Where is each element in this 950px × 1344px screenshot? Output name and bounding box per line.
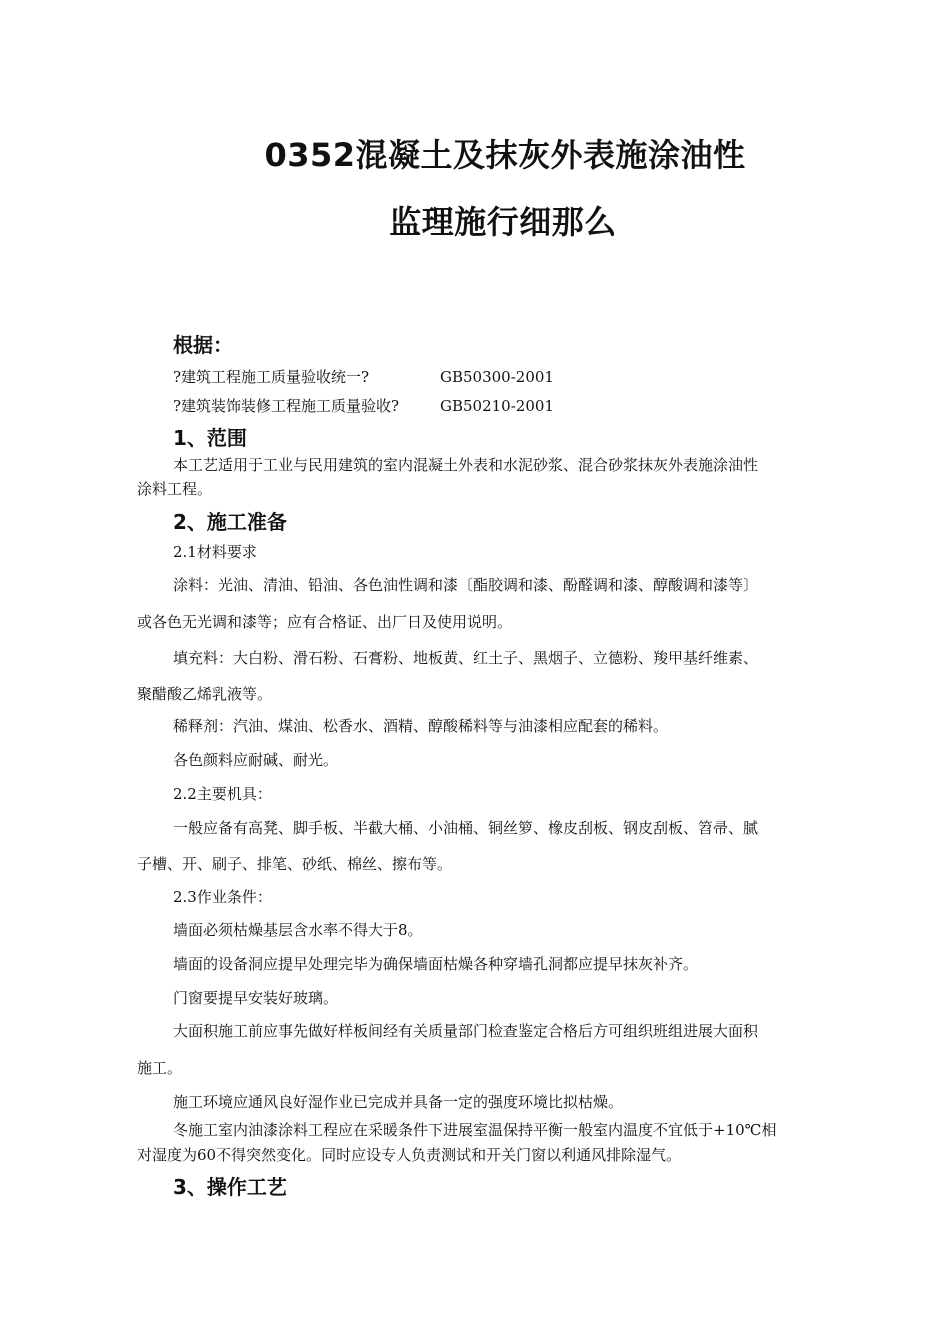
document-title-line-2: 监理施行细那么 bbox=[389, 203, 617, 241]
thinner-materials: 稀释剂：汽油、煤油、松香水、酒精、醇酸稀料等与油漆相应配套的稀料。 bbox=[173, 717, 669, 735]
document-title-line-1: 0352混凝土及抹灰外表施涂油性 bbox=[264, 136, 746, 174]
basis-heading: 根据： bbox=[173, 333, 233, 357]
subsection-2-1-title: 2.1材料要求 bbox=[173, 543, 257, 561]
reference-name-2: ?建筑装饰装修工程施工质量验收? bbox=[173, 397, 400, 415]
coating-materials-line-1: 涂料：光油、清油、铅油、各色油性调和漆〔酯胶调和漆、酚醛调和漆、醇酸调和漆等〕 bbox=[173, 576, 759, 594]
condition-6-line-1: 冬施工室内油漆涂料工程应在采暖条件下进展室温保持平衡一般室内温度不宜低于+10℃相 bbox=[173, 1121, 777, 1139]
section-1-heading: 1、范围 bbox=[173, 426, 247, 450]
condition-6-line-2: 对湿度为60不得突然变化。同时应设专人负责测试和开关门窗以利通风排除湿气。 bbox=[137, 1146, 682, 1164]
tools-line-1: 一般应备有高凳、脚手板、半截大桶、小油桶、铜丝箩、橡皮刮板、钢皮刮板、笤帚、腻 bbox=[173, 819, 759, 837]
section-3-heading: 3、操作工艺 bbox=[173, 1175, 287, 1199]
pigment-requirement: 各色颜料应耐碱、耐光。 bbox=[173, 751, 339, 769]
condition-1: 墙面必须枯燥基层含水率不得大于8。 bbox=[173, 921, 423, 939]
coating-materials-line-2: 或各色无光调和漆等；应有合格证、出厂日及使用说明。 bbox=[137, 613, 513, 631]
reference-code-2: GB50210-2001 bbox=[440, 397, 554, 415]
condition-4-line-2: 施工。 bbox=[137, 1059, 183, 1077]
condition-5: 施工环境应通风良好湿作业已完成并具备一定的强度环境比拟枯燥。 bbox=[173, 1093, 624, 1111]
filler-materials-line-1: 填充料：大白粉、滑石粉、石膏粉、地板黄、红土子、黑烟子、立德粉、羧甲基纤维素、 bbox=[173, 649, 759, 667]
condition-2: 墙面的设备洞应提早处理完毕为确保墙面枯燥各种穿墙孔洞都应提早抹灰补齐。 bbox=[173, 955, 699, 973]
subsection-2-3-title: 2.3作业条件： bbox=[173, 888, 272, 906]
filler-materials-line-2: 聚醋酸乙烯乳液等。 bbox=[137, 685, 273, 703]
reference-name-1: ?建筑工程施工质量验收统一? bbox=[173, 368, 370, 386]
tools-line-2: 子槽、开、刷子、排笔、砂纸、棉丝、擦布等。 bbox=[137, 855, 453, 873]
reference-code-1: GB50300-2001 bbox=[440, 368, 554, 386]
condition-3: 门窗要提早安装好玻璃。 bbox=[173, 989, 339, 1007]
section-1-paragraph-line-1: 本工艺适用于工业与民用建筑的室内混凝土外表和水泥砂浆、混合砂浆抹灰外表施涂油性 bbox=[173, 456, 759, 474]
section-2-heading: 2、施工准备 bbox=[173, 510, 287, 534]
condition-4-line-1: 大面积施工前应事先做好样板间经有关质量部门检查鉴定合格后方可组织班组进展大面积 bbox=[173, 1022, 759, 1040]
subsection-2-2-title: 2.2主要机具： bbox=[173, 785, 272, 803]
section-1-paragraph-line-2: 涂料工程。 bbox=[137, 480, 213, 498]
